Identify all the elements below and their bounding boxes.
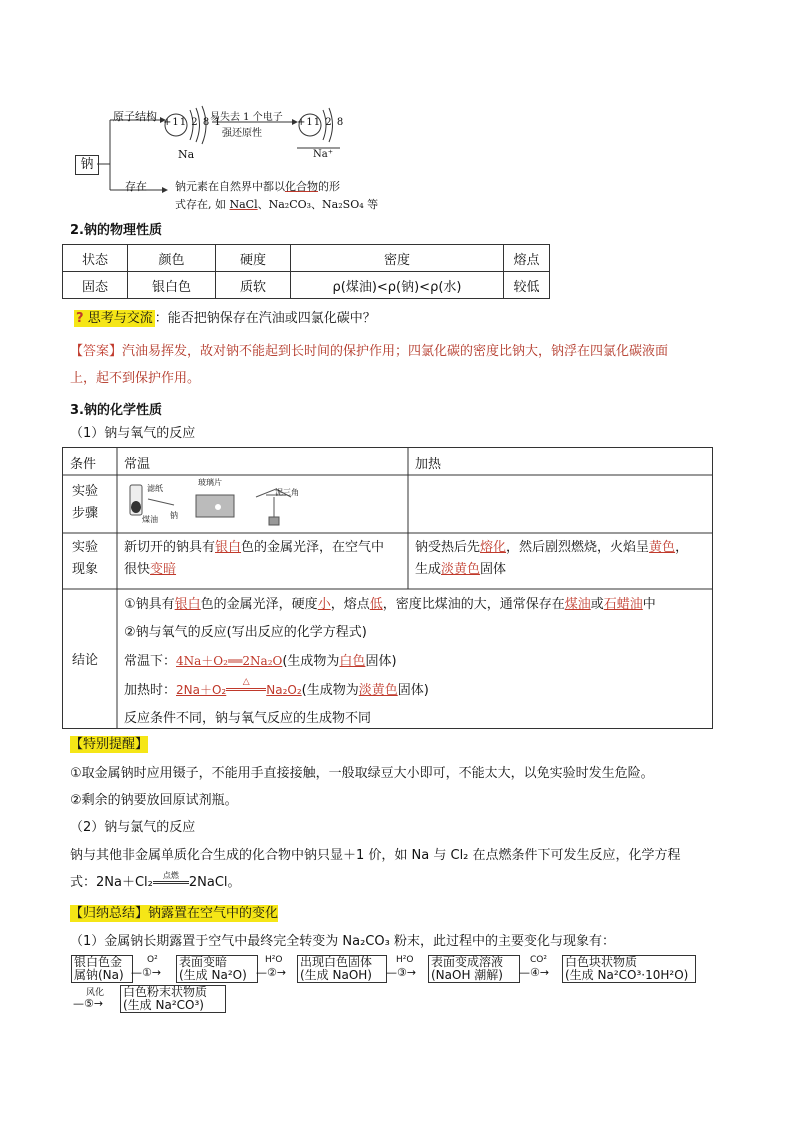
header-condition: 条件 (70, 457, 97, 472)
flow-box-line: 白色粉末状物质 (123, 985, 208, 999)
section3-title: 3.钠的化学性质 (70, 403, 162, 418)
heat-condition: △ (226, 676, 266, 691)
answer-line-2: 上，起不到保护作用。 (70, 371, 201, 386)
conclusion-line-1 (124, 591, 656, 619)
think-label: 思考与交流 (87, 311, 153, 326)
answer-tag: 【答案】 (70, 344, 123, 359)
text: 固体) (397, 683, 429, 698)
phenomena-normal (124, 537, 384, 581)
header-cell: 状态 (63, 245, 128, 272)
branch-exist-label: 存在 (125, 180, 147, 193)
summary-line-1: （1）金属钠长期露置于空气中最终完全转变为 Na₂CO₃ 粉末，此过程中的主要变化与现象有： (70, 934, 615, 949)
equation-heat-left: 2Na＋O₂ (176, 683, 227, 697)
conclusion-label: 结论 (72, 653, 99, 668)
subsection-1-title: （1）钠与氧气的反应 (70, 426, 196, 441)
physical-properties-table (62, 244, 550, 299)
flow-box (562, 955, 696, 983)
phenomena-normal-line-2 (124, 559, 384, 581)
arrow-top-label: 易失去 1 个电子 (210, 112, 283, 123)
arrow-bottom-label: 强还原性 (222, 128, 262, 139)
chlorine-line-1: 钠与其他非金属单质化合生成的化合物中钠只显＋1 价，如 Na 与 Cl₂ 在点燃条件下可发生反应，化学方程 (70, 848, 681, 863)
tip-line-2: ②剩余的钠要放回原试剂瓶。 (70, 793, 238, 808)
text: 加热时： (124, 683, 177, 698)
header-normal-temp: 常温 (124, 457, 151, 472)
text: 2NaCl。 (188, 875, 241, 890)
think-badge (74, 310, 155, 327)
ion-model: +11 2 8 (297, 117, 345, 128)
step-number: ④ (530, 966, 540, 979)
text: ，密度比煤油的大，通常保存在 (382, 597, 565, 612)
branch-structure-label: 原子结构 (113, 110, 157, 123)
answer-text: 汽油易挥发，故对钠不能起到长时间的保护作用；四氯化碳的密度比钠大，钠浮在四氯化碳液面 (122, 344, 669, 359)
steps-label: 实验步骤 (72, 484, 99, 521)
phenomena-label: 实验现象 (72, 540, 99, 577)
arrow-reagent: H²O (265, 955, 283, 965)
header-cell: 颜色 (128, 245, 216, 272)
flow-box (297, 955, 387, 983)
ignition-condition: 点燃 (153, 871, 189, 884)
answer-blank: 变暗 (150, 562, 177, 577)
step-number: ② (267, 966, 277, 979)
phenomena-heat (415, 537, 688, 581)
flow-arrow-4: —④→ (519, 966, 550, 979)
table-cell: ρ(煤油)<ρ(钠)<ρ(水) (291, 272, 504, 299)
flow-box-line: (生成 NaOH) (300, 968, 372, 982)
phenomena-normal-line-1 (124, 537, 384, 559)
answer-blank: 淡黄色 (441, 562, 481, 577)
text: 固体 (480, 562, 507, 577)
answer-blank: 淡黄色 (358, 683, 398, 698)
answer-blank: 熔化 (480, 540, 507, 555)
think-row (74, 307, 376, 326)
label-clay-triangle: 泥三角 (275, 488, 299, 497)
label-kerosene: 煤油 (142, 515, 158, 524)
answer-blank: 低 (369, 597, 383, 612)
flow-box (71, 955, 133, 983)
equation-heat-right: Na₂O₂ (266, 683, 302, 697)
arrow-reagent: H²O (396, 955, 414, 965)
flow-box-line: (NaOH 潮解) (431, 968, 503, 982)
flow-box-line: 出现白色固体 (300, 955, 373, 969)
phenomena-heat-line-2 (415, 559, 688, 581)
tip-line-1: ①取金属钠时应用镊子，不能用手直接接触，一般取绿豆大小即可，不能太大，以免实验时发生危险。 (70, 766, 654, 781)
tip-label (70, 733, 148, 752)
step-number: ⑤ (84, 997, 94, 1010)
header-cell: 熔点 (504, 245, 550, 272)
flow-arrow-2: —②→ (256, 966, 287, 979)
na-atom-model: +11 2 8 1 (163, 117, 222, 128)
text: ，然后剧烈燃烧，火焰呈 (506, 540, 650, 555)
text: ， (675, 540, 689, 555)
phenomena-heat-line-1 (415, 537, 688, 559)
flow-box-line: 表面变成溶液 (431, 955, 504, 969)
conclusion-line-5: 反应条件不同，钠与氧气反应的生成物不同 (124, 711, 372, 726)
exist-line-2 (175, 196, 378, 212)
flow-box-line: 白色块状物质 (565, 955, 638, 969)
text: 色的金属光泽，硬度 (200, 597, 318, 612)
section2-title: 2.钠的物理性质 (70, 223, 162, 238)
flow-box-line: 银白色金 (74, 955, 123, 969)
flow-arrow-3: —③→ (386, 966, 417, 979)
text: 新切开的钠具有 (124, 540, 216, 555)
na-symbol: Na (178, 148, 195, 161)
flow-arrow-5: —⑤→ (73, 997, 104, 1010)
text: 固体) (365, 654, 397, 669)
answer-blank: 银白 (174, 597, 201, 612)
text: 或 (590, 597, 604, 612)
summary-label (70, 902, 278, 921)
header-heating: 加热 (415, 457, 442, 472)
conclusion-line-3 (124, 647, 656, 676)
exist-line-1 (175, 178, 340, 194)
arrow-reagent: O² (147, 955, 158, 965)
text: (生成物为 (282, 654, 340, 669)
exist-text-2: 式存在, 如 (175, 198, 230, 211)
label-glass-plate: 玻璃片 (198, 478, 222, 487)
text: 色的金属光泽，在空气中 (241, 540, 385, 555)
summary-badge: 【归纳总结】钠露置在空气中的变化 (70, 906, 279, 921)
think-question: ：能否把钠保存在汽油或四氯化碳中？ (154, 311, 376, 326)
exist-text-end: 的形 (318, 180, 340, 193)
step-number: ① (142, 966, 152, 979)
oxygen-reaction-table (62, 447, 712, 729)
answer-blank: 小 (317, 597, 331, 612)
flow-box-line: (生成 Na²O) (179, 968, 247, 982)
header-cell: 硬度 (216, 245, 291, 272)
answer-blank: 煤油 (564, 597, 591, 612)
answer-blank: 石蜡油 (603, 597, 643, 612)
tip-badge: 【特别提醒】 (70, 737, 149, 752)
text: ①钠具有 (124, 597, 175, 612)
answer-blank: 银白 (215, 540, 242, 555)
text: 钠受热后先 (415, 540, 481, 555)
label-filter-paper: 滤纸 (147, 484, 163, 493)
answer-blank: 黄色 (649, 540, 676, 555)
chlorine-line-2 (70, 871, 241, 890)
table-cell: 质软 (216, 272, 291, 299)
conclusion-content (124, 591, 656, 733)
arrow-reagent: CO² (530, 955, 547, 965)
table-cell: 固态 (63, 272, 128, 299)
subsection-2-title: （2）钠与氯气的反应 (70, 820, 196, 835)
header-cell: 密度 (291, 245, 504, 272)
exist-text: 钠元素在自然界中都以 (175, 180, 285, 193)
table-header-row (63, 245, 550, 272)
text: (生成物为 (301, 683, 359, 698)
exist-text-2-end: 、Na₂CO₃、Na₂SO₄ 等 (257, 198, 379, 211)
text: ，熔点 (330, 597, 370, 612)
ion-symbol: Na⁺ (313, 149, 333, 160)
answer-blank: 白色 (339, 654, 366, 669)
text: 中 (642, 597, 656, 612)
table-cell: 较低 (504, 272, 550, 299)
table-cell: 银白色 (128, 272, 216, 299)
equation-normal: 4Na＋O₂══2Na₂O (176, 654, 283, 668)
flow-box-line: 属钠(Na) (74, 968, 124, 982)
step-number: ③ (397, 966, 407, 979)
text: 常温下： (124, 654, 177, 669)
flow-box-line: (生成 Na²CO³) (123, 998, 204, 1012)
nacl-highlight: NaCl (229, 198, 258, 211)
diagram-root: 钠 (80, 157, 94, 172)
flow-box (428, 955, 520, 983)
flow-box-line: 表面变暗 (179, 955, 228, 969)
flow-box (120, 985, 226, 1013)
text: 式：2Na＋Cl₂ (70, 875, 153, 890)
exist-highlight: 化合物 (285, 180, 318, 193)
text: 生成 (415, 562, 442, 577)
flow-box (176, 955, 258, 983)
answer-line-1 (70, 340, 750, 359)
question-icon: ? (76, 311, 84, 326)
conclusion-line-2: ②钠与氧气的反应(写出反应的化学方程式) (124, 625, 367, 640)
table-row (63, 272, 550, 299)
label-sodium: 钠 (170, 511, 178, 520)
arrow-reagent: 风化 (86, 988, 105, 998)
flow-arrow-1: —①→ (131, 966, 162, 979)
conclusion-line-4 (124, 676, 656, 705)
text: 很快 (124, 562, 151, 577)
flow-box-line: (生成 Na²CO³·10H²O) (565, 968, 689, 982)
